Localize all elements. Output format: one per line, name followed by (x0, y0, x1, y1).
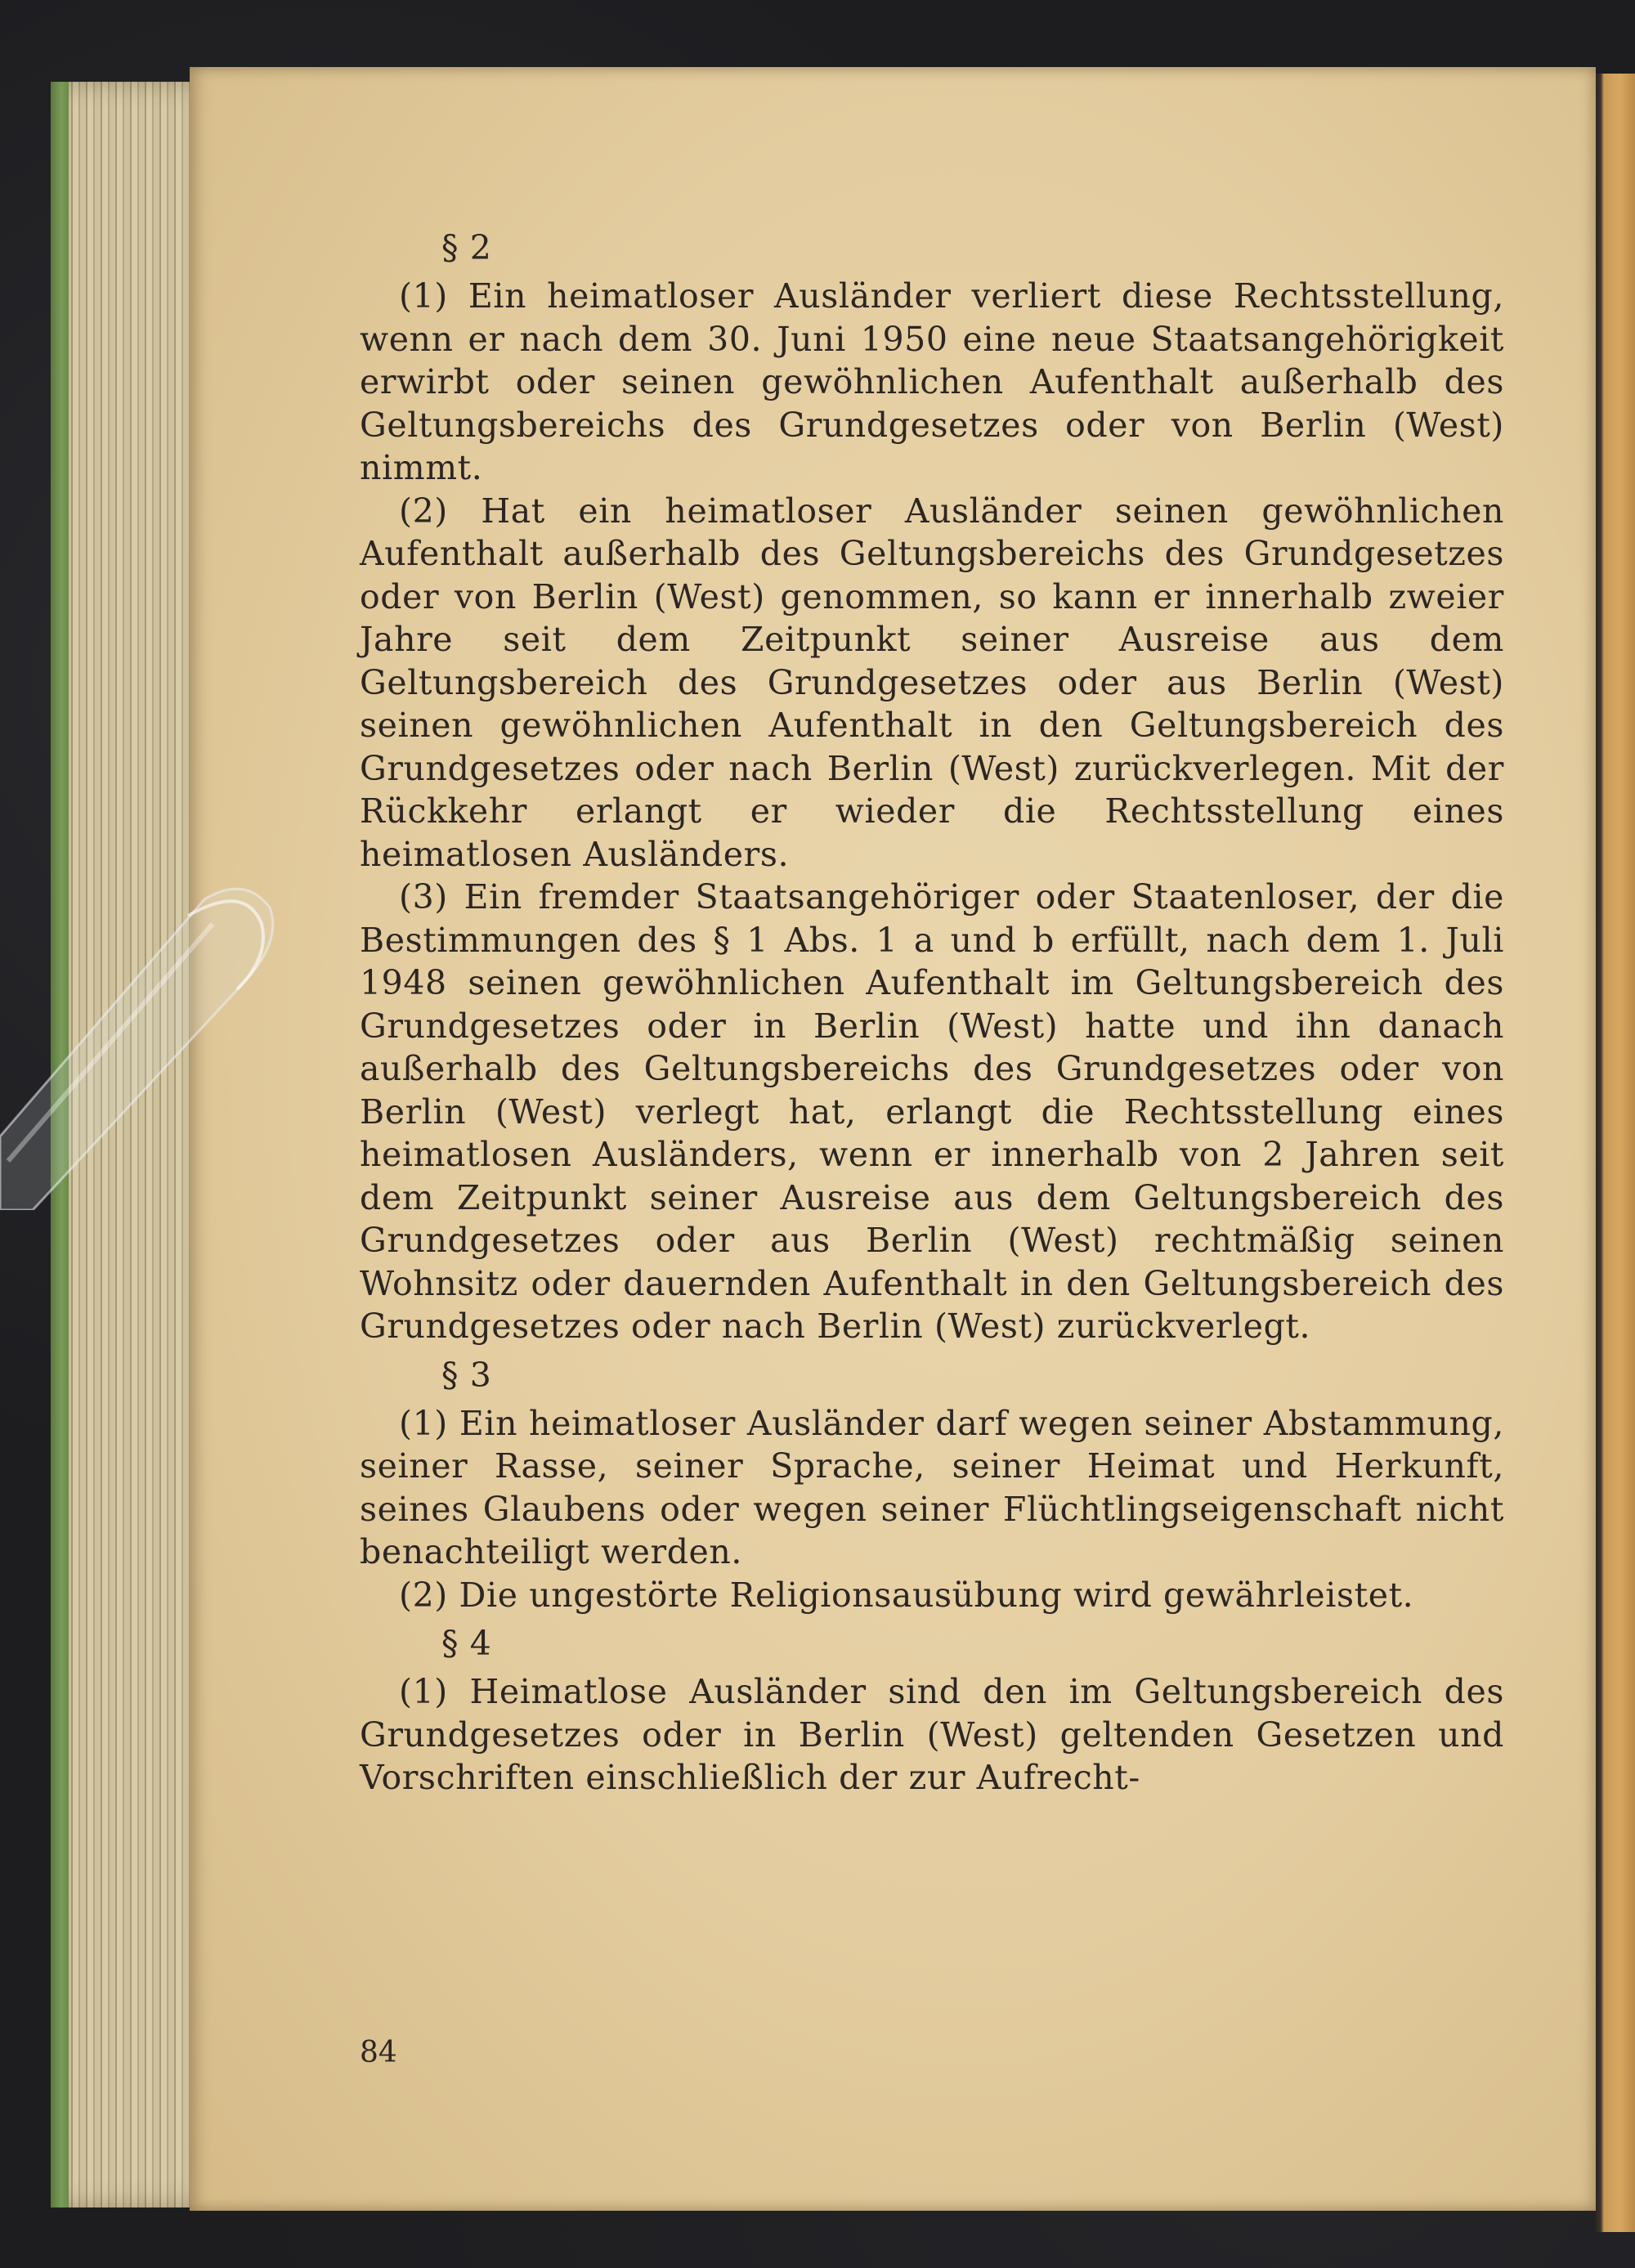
paragraph: (3) Ein fremder Staatsangehöriger oder Staatenloser, der die Bestimmungen des § 1 Abs. 1 a und b erfüllt, nach dem 1. Juli 1948 seinen gewöhnlichen Aufenthalt im Geltungsbereich des Grundgesetzes oder in Berlin (West) hatte und ihn danach außerhalb des Geltungsbereichs des Grundgesetzes oder von Berlin (West) verlegt hat, erlangt die Rechtsstellung eines heimatlosen Ausländers, wenn er innerhalb von 2 Jahren seit dem Zeitpunkt seiner Ausreise aus dem Geltungsbereich des Grundgesetzes oder aus Berlin (West) rechtmäßig seinen Wohnsitz oder dauernden Aufenthalt in den Geltungsbereich des Grundgesetzes oder nach Berlin (West) zurückverlegt. (360, 877, 1504, 1346)
facing-page-edge (1596, 74, 1635, 2232)
page-number: 84 (360, 2036, 397, 2069)
section-heading-4: § 4 (441, 1624, 492, 1663)
section-heading-2: § 2 (441, 228, 492, 267)
paragraph: (1) Ein heimatloser Ausländer darf wegen seiner Abstammung, seiner Rasse, seiner Sprache, seiner Heimat und Herkunft, seines Glaubens oder wegen seiner Flüchtlingseigenschaft nicht benachteiligt werden. (360, 1403, 1504, 1571)
book-cover-edge (51, 82, 69, 2207)
paragraph: (1) Ein heimatloser Ausländer verliert diese Rechtsstellung, wenn er nach dem 30. Juni 1950 eine neue Staatsangehörigkeit erwirbt oder seinen gewöhnlichen Aufenthalt außerhalb des Geltungsbereichs des Grundgesetzes oder von Berlin (West) nimmt. (360, 276, 1504, 487)
section-heading-3: § 3 (441, 1355, 492, 1395)
paragraph: (2) Hat ein heimatloser Ausländer seinen gewöhnlichen Aufenthalt außerhalb des Geltungsbereichs des Grundgesetzes oder von Berlin (West) genommen, so kann er innerhalb zweier Jahre seit dem Zeitpunkt seiner Ausreise aus dem Geltungsbereich des Grundgesetzes oder aus Berlin (West) seinen gewöhnlichen Aufenthalt in den Geltungsbereich des Grundgesetzes oder nach Berlin (West) zurückverlegen. Mit der Rückkehr erlangt er wieder die Rechtsstellung eines heimatlosen Ausländers. (360, 491, 1504, 874)
paragraph: (2) Die ungestörte Religionsausübung wird gewährleistet. (399, 1575, 1414, 1615)
page-text (360, 221, 1504, 1800)
paragraph: (1) Heimatlose Ausländer sind den im Geltungsbereich des Grundgesetzes oder in Berlin (West) geltenden Gesetzen und Vorschriften einschließlich der zur Aufrecht- (360, 1672, 1504, 1797)
